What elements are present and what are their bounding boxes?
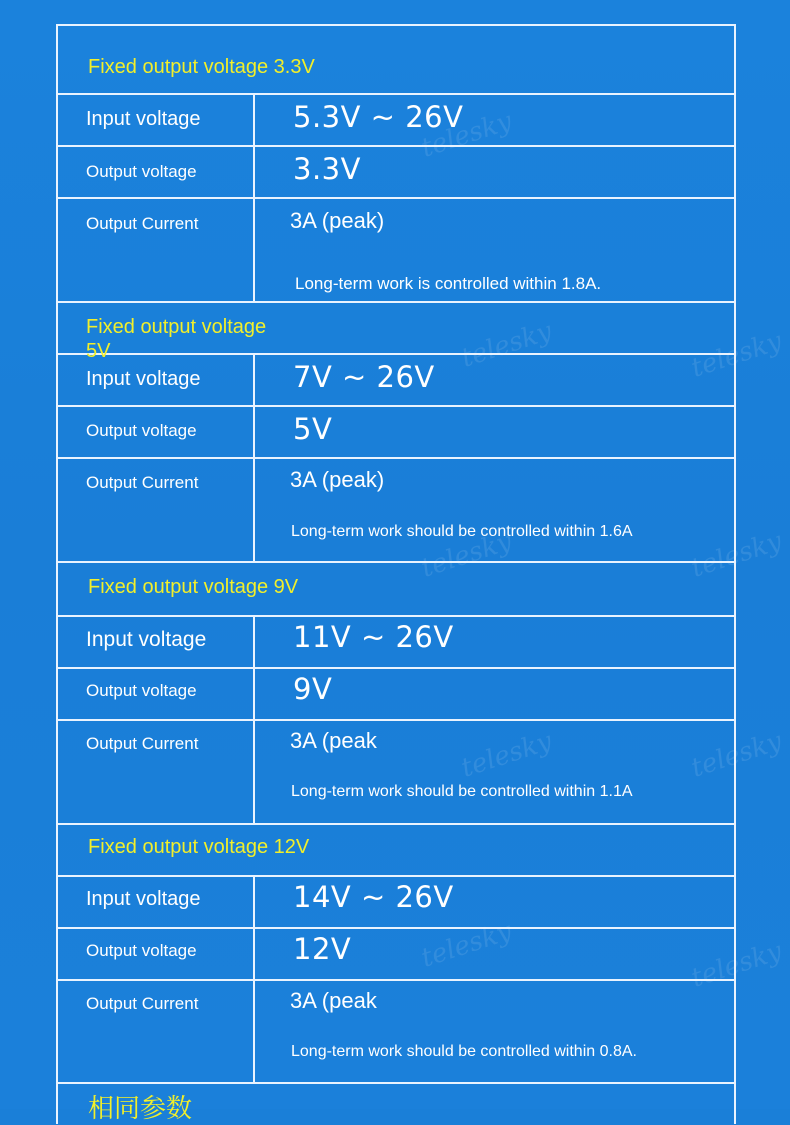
input-voltage-label: Input voltage [86, 108, 201, 130]
output-current-note: Long-term work is controlled within 1.8A. [295, 274, 602, 293]
column-divider [253, 93, 255, 303]
output-voltage-label: Output voltage [86, 681, 197, 700]
section-title: Fixed output voltage 5V [86, 316, 267, 362]
watermark: telesky [687, 326, 786, 384]
table-divider [56, 145, 736, 147]
output-voltage-value: 12V [293, 932, 352, 966]
column-divider [253, 875, 255, 1084]
table-divider [56, 979, 736, 981]
output-current-label: Output Current [86, 734, 199, 753]
output-voltage-label: Output voltage [86, 941, 197, 960]
table-divider [56, 875, 736, 877]
section-title: Fixed output voltage 12V [88, 836, 310, 858]
input-voltage-label: Input voltage [86, 368, 201, 390]
watermark: telesky [457, 726, 556, 784]
table-divider [56, 615, 736, 617]
output-voltage-value: 9V [293, 672, 333, 706]
watermark: telesky [687, 526, 786, 584]
watermark: telesky [417, 916, 516, 974]
output-current-peak: 3A (peak [290, 988, 377, 1013]
output-voltage-label: Output voltage [86, 421, 197, 440]
watermark: telesky [417, 106, 516, 164]
output-voltage-value: 5V [293, 412, 333, 446]
watermark: telesky [417, 526, 516, 584]
output-current-label: Output Current [86, 473, 199, 492]
output-current-label: Output Current [86, 994, 199, 1013]
table-divider [56, 353, 736, 355]
table-divider [56, 457, 736, 459]
input-voltage-value: 14V ~ 26V [293, 880, 454, 914]
table-divider [56, 823, 736, 825]
section-title: Fixed output voltage 9V [88, 576, 299, 598]
output-current-note: Long-term work should be controlled within 0.8A. [291, 1043, 637, 1060]
table-divider [56, 927, 736, 929]
table-divider [56, 93, 736, 95]
output-current-note: Long-term work should be controlled within 1.6A [291, 523, 633, 540]
column-divider [253, 353, 255, 563]
output-current-peak: 3A (peak) [290, 467, 385, 492]
column-divider [253, 615, 255, 825]
watermark: telesky [687, 726, 786, 784]
table-divider [56, 405, 736, 407]
input-voltage-label: Input voltage [86, 888, 201, 910]
input-voltage-value: 7V ~ 26V [293, 360, 435, 394]
table-divider [56, 667, 736, 669]
next-section-title: 相同参数 [88, 1093, 193, 1123]
table-divider [56, 197, 736, 199]
watermark: telesky [457, 316, 556, 374]
output-voltage-label: Output voltage [86, 162, 197, 181]
watermark: telesky [687, 936, 786, 994]
table-divider [56, 561, 736, 563]
table-divider [56, 719, 736, 721]
output-current-peak: 3A (peak [290, 728, 377, 753]
section-title: Fixed output voltage 3.3V [88, 56, 315, 78]
table-divider [56, 1082, 736, 1084]
output-voltage-value: 3.3V [293, 152, 361, 186]
input-voltage-label: Input voltage [86, 628, 207, 651]
table-divider [56, 301, 736, 303]
output-current-note: Long-term work should be controlled within 1.1A [291, 783, 633, 800]
input-voltage-value: 5.3V ~ 26V [293, 100, 464, 134]
output-current-peak: 3A (peak) [290, 208, 385, 233]
input-voltage-value: 11V ~ 26V [293, 620, 454, 654]
output-current-label: Output Current [86, 214, 199, 233]
